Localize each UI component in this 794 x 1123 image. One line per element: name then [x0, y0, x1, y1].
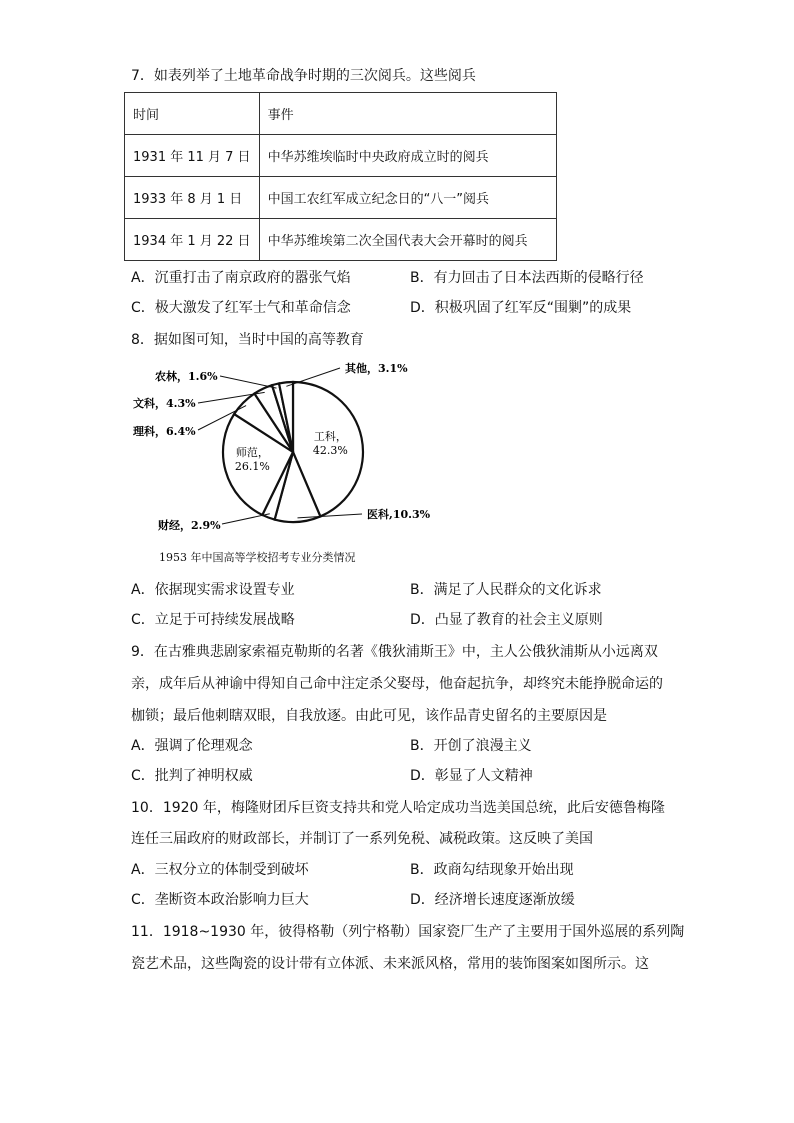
pie-label-农林: 农林，1.6% — [155, 370, 218, 383]
q10-option-d[interactable]: D．经济增长速度逐渐放缓 — [410, 892, 575, 908]
table-row — [125, 219, 557, 261]
pie-leader-line-其他 — [286, 368, 340, 386]
q9-line-1: 9．在古雅典悲剧家索福克勒斯的名著《俄狄浦斯王》中，主人公俄狄浦斯从小远离双 — [131, 644, 658, 660]
table-cell-date: 1933 年 8 月 1 日 — [125, 177, 260, 219]
q8-option-c[interactable]: C．立足于可持续发展战略 — [131, 612, 295, 628]
q10-line-1: 10．1920 年，梅隆财团斥巨资支持共和党人哈定成功当选美国总统，此后安德鲁梅隆 — [131, 800, 665, 816]
pie-label-财经: 财经，2.9% — [158, 519, 221, 532]
q8-option-d[interactable]: D．凸显了教育的社会主义原则 — [410, 612, 603, 628]
table-cell-date: 1934 年 1 月 22 日 — [125, 219, 260, 261]
table-row — [125, 177, 557, 219]
pie-label-其他: 其他，3.1% — [345, 362, 408, 375]
q9-line-2: 亲，成年后从神谕中得知自己命中注定杀父娶母，他奋起抗争，却终究未能挣脱命运的 — [131, 676, 663, 692]
q8-option-a[interactable]: A．依据现实需求设置专业 — [131, 582, 295, 598]
q7-stem: 7．如表列举了土地革命战争时期的三次阅兵。这些阅兵 — [131, 68, 476, 84]
table-row — [125, 135, 557, 177]
pie-value-师范: 26.1% — [234, 460, 270, 474]
q11-line-1: 11．1918~1930 年，彼得格勒（列宁格勒）国家瓷厂生产了主要用于国外巡展的系列陶 — [131, 924, 685, 940]
q10-option-b[interactable]: B．政商勾结现象开始出现 — [410, 862, 574, 878]
q9-option-a[interactable]: A．强调了伦理观念 — [131, 738, 253, 754]
table-header-row — [125, 93, 557, 135]
q10-line-2: 连任三届政府的财政部长，并制订了一系列免税、减税政策。这反映了美国 — [131, 831, 593, 847]
pie-label-工科: 工科， — [313, 430, 347, 443]
q10-option-c[interactable]: C．垄断资本政治影响力巨大 — [131, 892, 309, 908]
q9-line-3: 枷锁；最后他刺瞎双眼，自我放逐。由此可见，该作品青史留名的主要原因是 — [131, 708, 607, 724]
table-cell-event: 中华苏维埃第二次全国代表大会开幕时的阅兵 — [259, 219, 556, 261]
pie-label-文科: 文科，4.3% — [133, 397, 196, 410]
table-cell-event: 中华苏维埃临时中央政府成立时的阅兵 — [259, 135, 556, 177]
table-cell-event: 中国工农红军成立纪念日的“八一”阅兵 — [259, 177, 556, 219]
table-cell-date: 1931 年 11 月 7 日 — [125, 135, 260, 177]
pie-chart-svg — [130, 356, 460, 536]
q8-option-b[interactable]: B．满足了人民群众的文化诉求 — [410, 582, 602, 598]
pie-value-工科: 42.3% — [312, 444, 348, 457]
q8-stem: 8．据如图可知，当时中国的高等教育 — [131, 332, 364, 348]
chart-caption: 1953 年中国高等学校招考专业分类情况 — [159, 551, 356, 564]
q10-option-a[interactable]: A．三权分立的体制受到破坏 — [131, 862, 309, 878]
pie-label-医科: 医科,10.3% — [367, 508, 431, 521]
pie-label-理科: 理科，6.4% — [133, 425, 196, 438]
q11-line-2: 瓷艺术品，这些陶瓷的设计带有立体派、未来派风格，常用的装饰图案如图所示。这 — [131, 956, 649, 972]
q9-option-b[interactable]: B．开创了浪漫主义 — [410, 738, 532, 754]
q7-option-b[interactable]: B．有力回击了日本法西斯的侵略行径 — [410, 270, 644, 286]
pie-leader-line-农林 — [220, 376, 277, 388]
pie-chart — [130, 356, 460, 536]
table-header-cell: 事件 — [259, 93, 556, 135]
pie-label-师范: 师范， — [235, 446, 269, 460]
q9-option-c[interactable]: C．批判了神明权威 — [131, 768, 253, 784]
table-header-cell: 时间 — [125, 93, 260, 135]
q7-event-table — [124, 92, 557, 261]
q7-option-c[interactable]: C．极大激发了红军士气和革命信念 — [131, 300, 351, 316]
q9-option-d[interactable]: D．彰显了人文精神 — [410, 768, 533, 784]
q7-option-a[interactable]: A．沉重打击了南京政府的嚣张气焰 — [131, 270, 351, 286]
q7-option-d[interactable]: D．积极巩固了红军反“围剿”的成果 — [410, 300, 632, 316]
